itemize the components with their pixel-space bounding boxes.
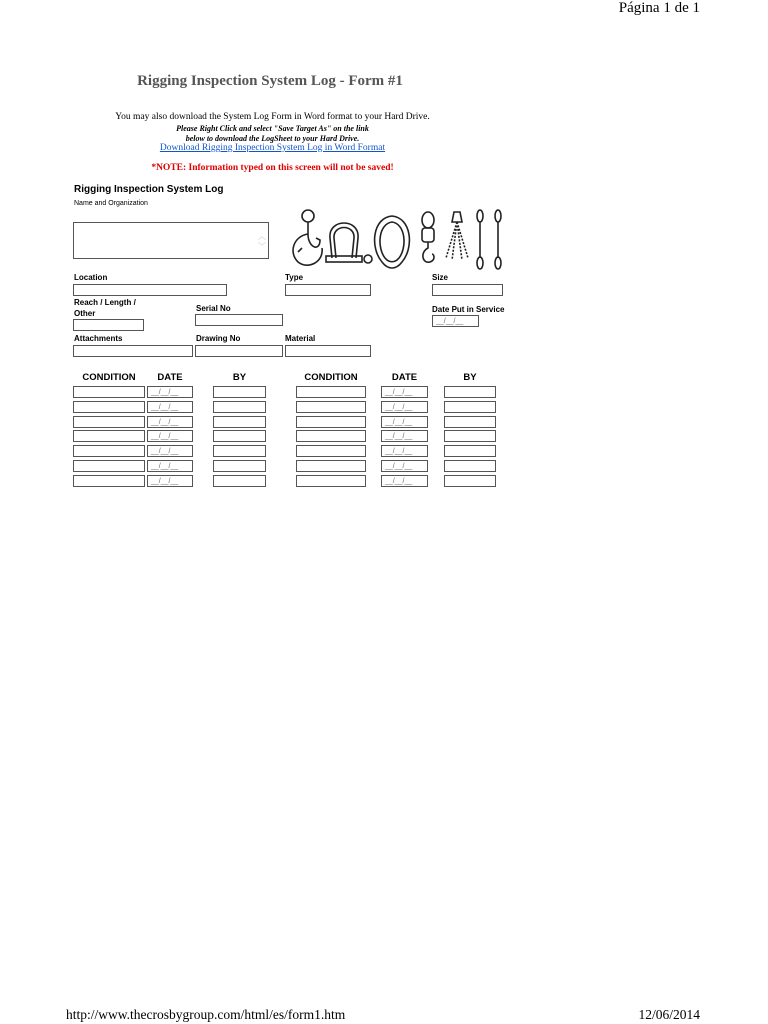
date-field-right[interactable] <box>381 401 428 413</box>
date-field[interactable] <box>147 401 193 413</box>
warning-note: *NOTE: Information typed on this screen will not be saved! <box>151 163 394 173</box>
date-field[interactable] <box>147 460 193 472</box>
date-field[interactable] <box>147 430 193 442</box>
master-link-icon <box>375 216 410 268</box>
condition-field[interactable] <box>73 475 145 487</box>
by-field-right[interactable] <box>444 401 496 413</box>
hook-icon <box>293 210 322 265</box>
date-placeholder: __/__/__ <box>385 418 413 426</box>
date-header-left: DATE <box>157 372 183 383</box>
by-field-right[interactable] <box>444 430 496 442</box>
condition-header-right: CONDITION <box>304 372 358 383</box>
date-field-right[interactable] <box>381 430 428 442</box>
swivel-hook-icon <box>422 212 434 262</box>
date-field-right[interactable] <box>381 416 428 428</box>
by-field[interactable] <box>213 401 266 413</box>
condition-field-right[interactable] <box>296 430 366 442</box>
material-field[interactable] <box>285 345 371 357</box>
date-field-right[interactable] <box>381 445 428 457</box>
date-header-right: DATE <box>391 372 418 383</box>
date-put-label: Date Put in Service <box>432 305 505 314</box>
by-field[interactable] <box>213 386 266 398</box>
by-header-right: BY <box>463 372 477 383</box>
date-placeholder: __/__/__ <box>151 403 179 411</box>
condition-field-right[interactable] <box>296 386 366 398</box>
by-field-right[interactable] <box>444 475 496 487</box>
by-field[interactable] <box>213 445 266 457</box>
chain-sling-icon <box>446 212 468 260</box>
condition-header-left: CONDITION <box>82 372 136 383</box>
date-placeholder: __/__/__ <box>151 463 179 470</box>
footer-date: 12/06/2014 <box>638 1007 700 1022</box>
date-put-field[interactable] <box>432 315 479 327</box>
date-field[interactable] <box>147 386 193 398</box>
shackle-icon <box>326 223 372 263</box>
date-placeholder: __/__/__ <box>385 477 413 485</box>
instruction-line-1: Please Right Click and select "Save Target As" on the link <box>176 124 369 133</box>
by-field[interactable] <box>213 460 266 472</box>
date-placeholder: __/__/__ <box>385 463 413 470</box>
serial-label: Serial No <box>196 304 231 313</box>
condition-field-right[interactable] <box>296 401 366 413</box>
footer-url: http://www.thecrosbygroup.com/html/es/form1.htm <box>66 1007 346 1022</box>
download-link-wrapper <box>0 143 545 153</box>
by-field-right[interactable] <box>444 416 496 428</box>
date-field-right[interactable] <box>381 460 428 472</box>
drawing-field[interactable] <box>195 345 283 357</box>
by-field-right[interactable] <box>444 386 496 398</box>
date-placeholder: __/__/__ <box>385 433 413 441</box>
condition-field-right[interactable] <box>296 475 366 487</box>
condition-field-right[interactable] <box>296 460 366 472</box>
attachments-field[interactable] <box>73 345 193 357</box>
condition-field[interactable] <box>73 401 145 413</box>
date-field[interactable] <box>147 475 193 487</box>
drawing-label: Drawing No <box>196 334 241 343</box>
condition-field-right[interactable] <box>296 445 366 457</box>
serial-field[interactable] <box>195 314 283 326</box>
by-header-left: BY <box>232 372 247 383</box>
reach-label-1: Reach / Length / <box>74 298 136 307</box>
name-org-label: Name and Organization <box>74 200 148 207</box>
condition-field[interactable] <box>73 445 145 457</box>
date-field[interactable] <box>147 416 193 428</box>
rigging-hardware-illustration <box>284 208 506 270</box>
by-field[interactable] <box>213 416 266 428</box>
download-note: You may also download the System Log Form in Word format to your Hard Drive. <box>115 112 430 122</box>
date-placeholder: __/__/__ <box>151 477 179 485</box>
condition-field[interactable] <box>73 386 145 398</box>
condition-field-right[interactable] <box>296 416 366 428</box>
type-field[interactable] <box>285 284 371 296</box>
condition-field[interactable] <box>73 460 145 472</box>
type-label: Type <box>285 273 304 282</box>
material-label: Material <box>285 334 316 343</box>
reach-field[interactable] <box>73 319 144 331</box>
date-field-right[interactable] <box>381 475 428 487</box>
by-field[interactable] <box>213 430 266 442</box>
date-placeholder: __/__/__ <box>151 433 179 441</box>
name-org-textarea[interactable] <box>73 222 269 259</box>
date-placeholder: __/__/__ <box>151 448 179 456</box>
page-title: Rigging Inspection System Log - Form #1 <box>137 73 403 89</box>
by-field-right[interactable] <box>444 445 496 457</box>
date-placeholder: __/__/__ <box>385 448 413 456</box>
by-field[interactable] <box>213 475 266 487</box>
size-label: Size <box>432 273 449 282</box>
scroll-down-icon[interactable]: ﹀ <box>258 242 266 251</box>
condition-field[interactable] <box>73 430 145 442</box>
instruction-line-2: below to download the LogSheet to your Hard Drive. <box>185 134 360 143</box>
date-placeholder: __/__/__ <box>151 418 179 426</box>
date-placeholder: __/__/__ <box>385 389 413 396</box>
page-number: Página 1 de 1 <box>618 0 700 16</box>
form-title: Rigging Inspection System Log <box>74 184 224 195</box>
location-field[interactable] <box>73 284 227 296</box>
scroll-up-icon[interactable]: ︿ <box>258 232 266 241</box>
by-field-right[interactable] <box>444 460 496 472</box>
location-label: Location <box>74 273 108 282</box>
condition-field[interactable] <box>73 416 145 428</box>
reach-label-2: Other <box>74 309 96 318</box>
size-field[interactable] <box>432 284 503 296</box>
date-placeholder: __/__/__ <box>151 389 179 396</box>
date-placeholder: __/__/__ <box>385 403 413 411</box>
date-field-right[interactable] <box>381 386 428 398</box>
date-field[interactable] <box>147 445 193 457</box>
attachments-label: Attachments <box>74 334 123 343</box>
download-word-link[interactable]: Download Rigging Inspection System Log in Word Format <box>159 143 386 153</box>
date-put-placeholder: __/__/__ <box>436 318 464 325</box>
wire-rope-sling-icon <box>477 210 501 269</box>
